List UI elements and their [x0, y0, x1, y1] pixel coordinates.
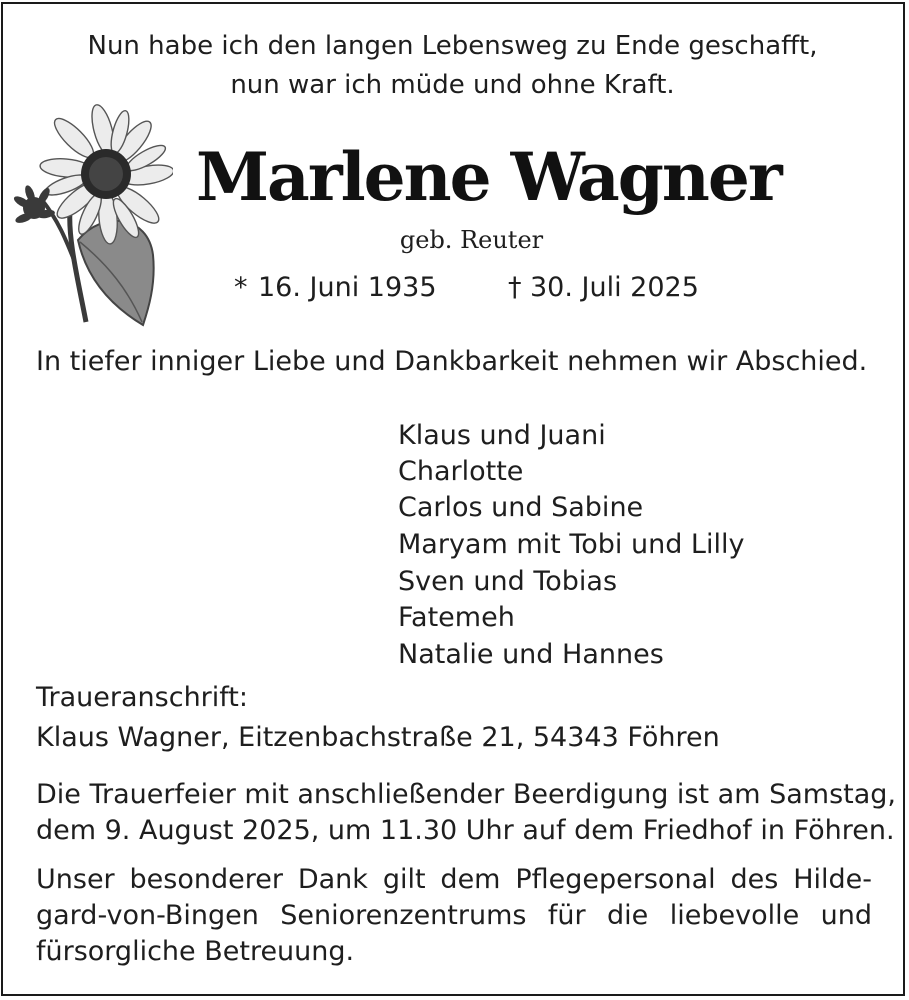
- farewell-text: In tiefer inniger Liebe und Dankbarkeit nehmen wir Abschied.: [36, 346, 868, 377]
- thanks-text: Unser besonderer Dank gilt dem Pflegepersonal des Hilde-gard-von-Bingen Seniorenzentrums für die liebevolle und fürsorgliche Betreuung.: [36, 864, 872, 967]
- birth-date: 16. Juni 1935: [258, 272, 437, 303]
- poem-line-1: Nun habe ich den langen Lebensweg zu Ende geschafft,: [87, 31, 818, 61]
- family-member: Maryam mit Tobi und Lilly: [398, 529, 745, 560]
- family-member: Natalie und Hannes: [398, 639, 664, 670]
- ceremony-line-2: dem 9. August 2025, um 11.30 Uhr auf dem Friedhof in Föhren.: [36, 815, 895, 846]
- family-member: Fatemeh: [398, 602, 515, 633]
- ceremony-line-1: Die Trauerfeier mit anschließender Beerdigung ist am Samstag,: [36, 779, 896, 810]
- poem-line-2: nun war ich müde und ohne Kraft.: [230, 70, 675, 100]
- family-member: Charlotte: [398, 456, 524, 487]
- deceased-name: Marlene Wagner: [196, 138, 781, 216]
- family-member: Carlos und Sabine: [398, 492, 644, 523]
- sunflower-icon: [8, 90, 173, 330]
- address-value: Klaus Wagner, Eitzenbachstraße 21, 54343 Föhren: [36, 722, 720, 753]
- death-date: 30. Juli 2025: [530, 272, 699, 303]
- birth-symbol: *: [234, 272, 248, 303]
- death-symbol: †: [508, 272, 522, 303]
- family-member: Sven und Tobias: [398, 566, 618, 597]
- address-label: Traueranschrift:: [36, 682, 248, 713]
- family-member: Klaus und Juani: [398, 420, 606, 451]
- maiden-name: geb. Reuter: [399, 226, 544, 254]
